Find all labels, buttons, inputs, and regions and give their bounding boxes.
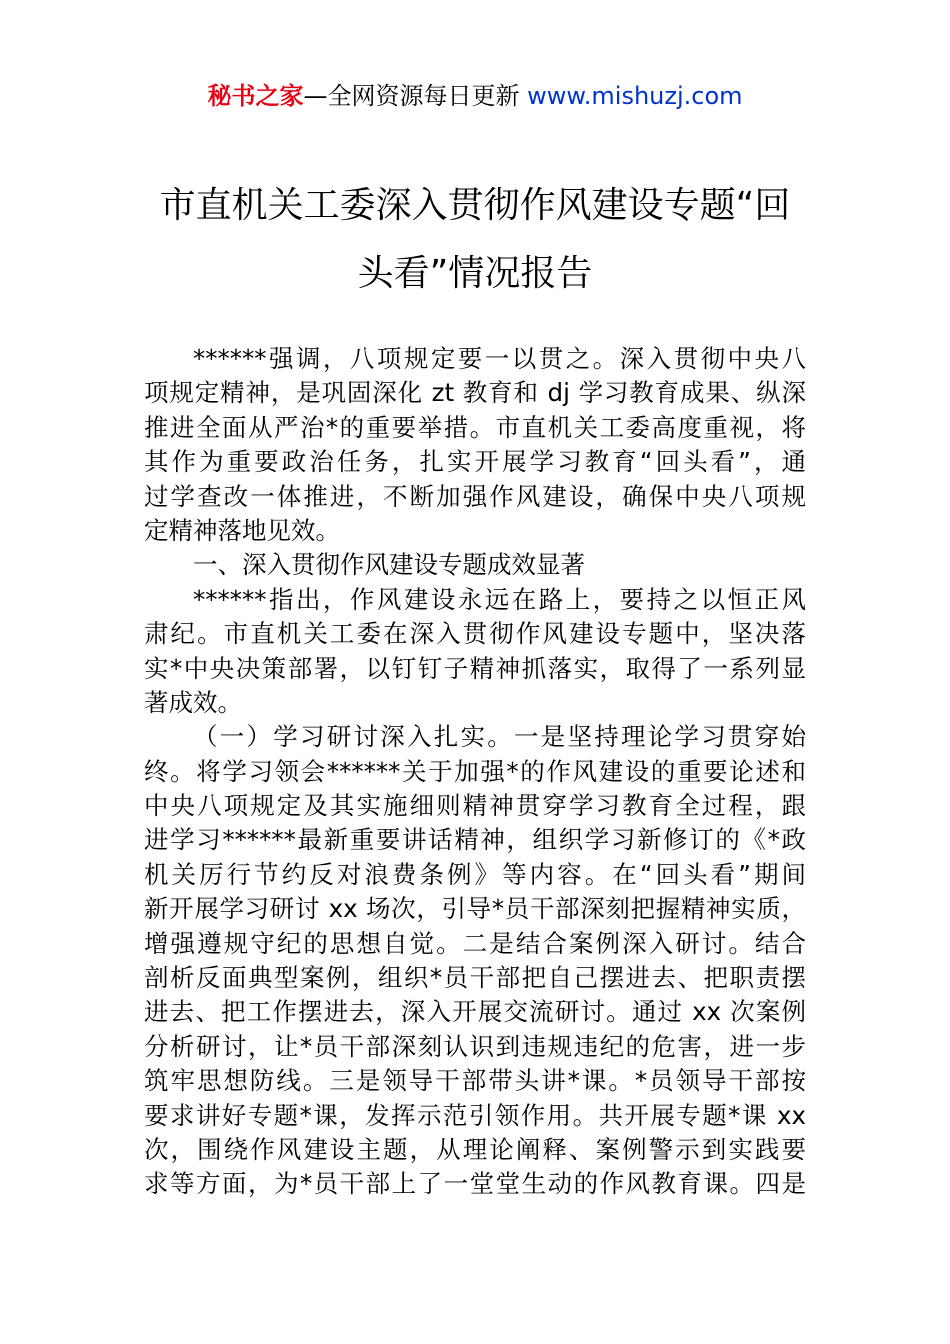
document-body	[144, 342, 806, 1202]
text-line: 要求讲好专题*课，发挥示范引领作用。共开展专题*课 xx	[144, 1100, 806, 1130]
header-tagline: —全网资源每日更新	[303, 82, 520, 110]
site-header	[0, 80, 950, 112]
text-line: （一）学习研讨深入扎实。一是坚持理论学习贯穿始	[193, 722, 806, 752]
site-link[interactable]: www.mishuzj.com	[519, 82, 743, 110]
text-line: 机关厉行节约反对浪费条例》等内容。在“回头看”期间	[144, 859, 806, 889]
section-heading-text: 一、深入贯彻作风建设专题成效显著	[193, 550, 585, 580]
text-line: 终。将学习领会******关于加强*的作风建设的重要论述和	[144, 756, 806, 786]
text-line: 增强遵规守纪的思想自觉。二是结合案例深入研讨。结合	[144, 928, 806, 958]
text-line: 次，围绕作风建设主题，从理论阐释、案例警示到实践要	[144, 1134, 806, 1164]
text-line: 分析研讨，让*员干部深刻认识到违规违纪的危害，进一步	[144, 1031, 806, 1061]
text-line: 中央八项规定及其实施细则精神贯穿学习教育全过程，跟	[144, 791, 806, 821]
text-line: 进去、把工作摆进去，深入开展交流研讨。通过 xx 次案例	[144, 997, 806, 1027]
text-line: 著成效。	[144, 687, 242, 717]
document-title	[140, 172, 810, 308]
text-line: 项规定精神，是巩固深化 zt 教育和 dj 学习教育成果、纵深	[144, 378, 806, 408]
text-line: 定精神落地见效。	[144, 515, 340, 545]
title-line-1: 市直机关工委深入贯彻作风建设专题“回	[159, 185, 791, 226]
text-line: 实*中央决策部署，以钉钉子精神抓落实，取得了一系列显	[144, 653, 806, 683]
text-line: ******强调，八项规定要一以贯之。深入贯彻中央八	[193, 344, 806, 373]
text-line: 其作为重要政治任务，扎实开展学习教育“回头看”，通	[144, 447, 806, 477]
section-heading	[144, 548, 806, 582]
paragraph-study	[144, 720, 806, 1201]
brand-name: 秘书之家	[207, 82, 304, 110]
paragraph-section-intro	[144, 583, 806, 721]
text-line: ******指出，作风建设永远在路上，要持之以恒正风	[193, 584, 806, 614]
text-line: 剖析反面典型案例，组织*员干部把自己摆进去、把职责摆	[144, 963, 806, 993]
text-line: 进学习******最新重要讲话精神，组织学习新修订的《*政	[144, 825, 806, 855]
text-line: 求等方面，为*员干部上了一堂堂生动的作风教育课。四是	[144, 1169, 806, 1199]
title-line-2: 头看”情况报告	[357, 253, 593, 294]
text-line: 推进全面从严治*的重要举措。市直机关工委高度重视，将	[144, 412, 806, 442]
text-line: 肃纪。市直机关工委在深入贯彻作风建设专题中，坚决落	[144, 619, 806, 649]
text-line: 新开展学习研讨 xx 场次，引导*员干部深刻把握精神实质，	[144, 894, 806, 924]
text-line: 过学查改一体推进，不断加强作风建设，确保中央八项规	[144, 481, 806, 511]
text-line: 筑牢思想防线。三是领导干部带头讲*课。*员领导干部按	[144, 1066, 806, 1096]
paragraph-intro	[144, 342, 806, 548]
